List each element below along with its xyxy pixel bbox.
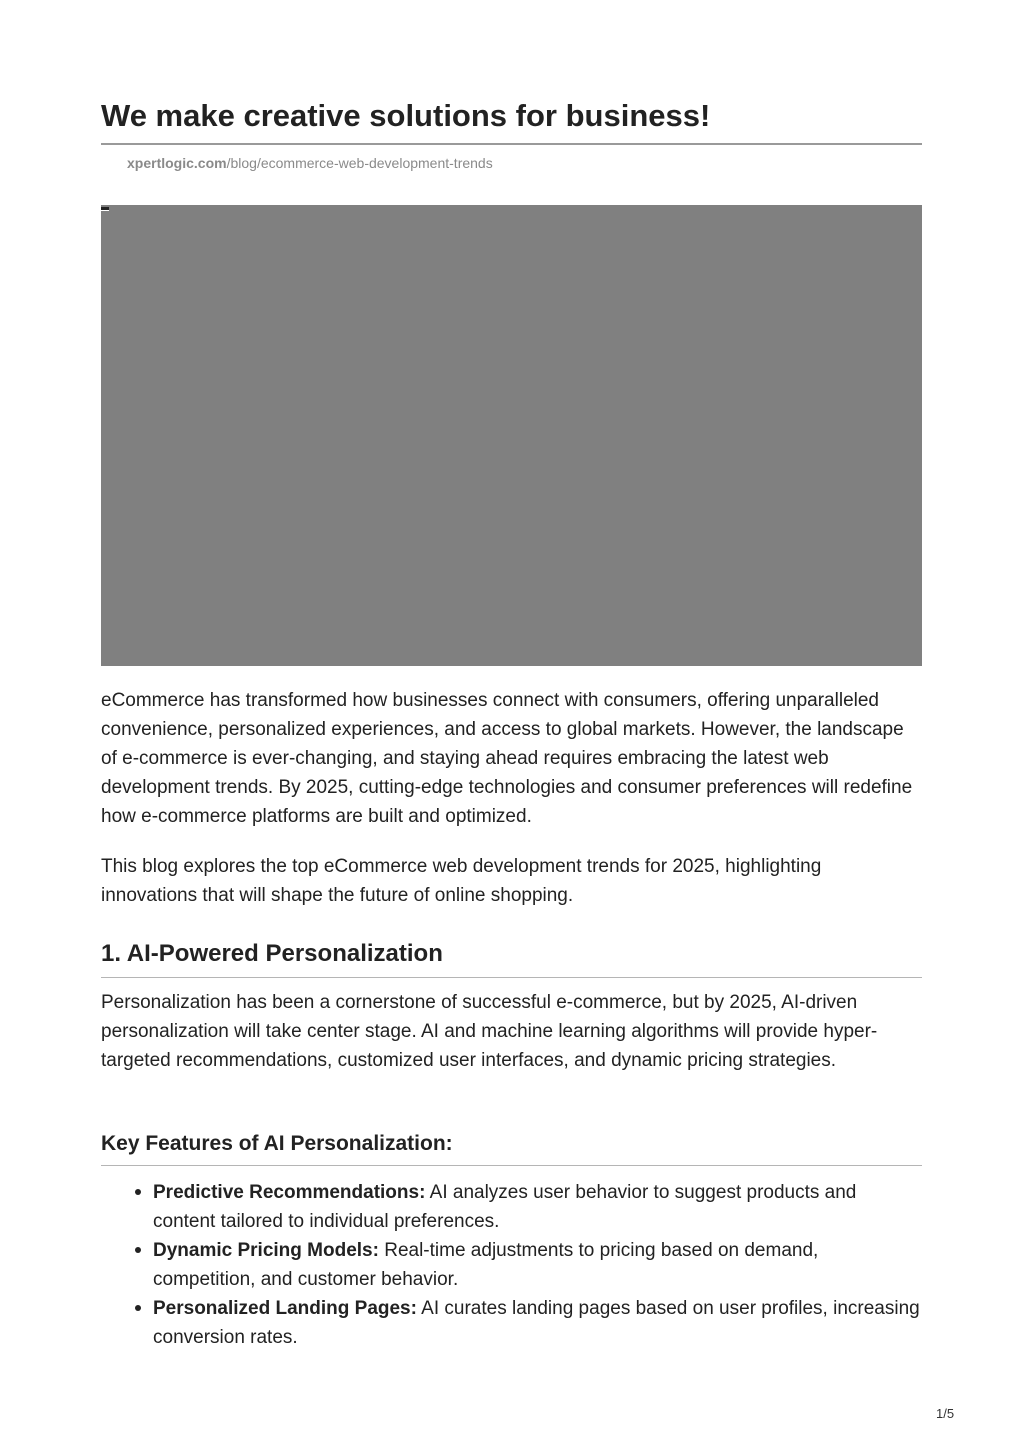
list-item: [153, 1236, 922, 1294]
article-hero-image: [101, 205, 922, 666]
source-url[interactable]: [127, 154, 493, 172]
feature-term: Predictive Recommendations:: [153, 1182, 426, 1203]
intro-paragraph-2: This blog explores the top eCommerce web development trends for 2025, highlighting innovations that will shape the future of online shopping.: [101, 856, 822, 906]
page-title: We make creative solutions for business!: [101, 98, 711, 133]
title-divider: [101, 143, 922, 145]
feature-term: Personalized Landing Pages:: [153, 1298, 417, 1319]
page-number: 1/5: [936, 1406, 955, 1421]
section-1-divider: [101, 977, 922, 978]
section-1-heading: 1. AI-Powered Personalization: [101, 940, 443, 967]
section-1-subheading: Key Features of AI Personalization:: [101, 1132, 453, 1155]
feature-term: Dynamic Pricing Models:: [153, 1240, 379, 1261]
source-path: /blog/ecommerce-web-development-trends: [226, 155, 493, 171]
list-item: [153, 1178, 922, 1236]
section-1-paragraph: Personalization has been a cornerstone of successful e-commerce, but by 2025, AI-driven personalization will take center stage. AI and machine learning algorithms will provide hyper-targeted recommendations, customized user interfaces, and dynamic pricing strategies.: [101, 992, 878, 1071]
feature-text: Real-time adjustments to pricing based on demand, competition, and customer behavior.: [153, 1240, 819, 1290]
hero-image-marker: [101, 207, 109, 210]
feature-list: [153, 1178, 922, 1352]
source-domain: xpertlogic.com: [127, 155, 227, 171]
bullet-icon: [135, 1189, 141, 1195]
bullet-icon: [135, 1305, 141, 1311]
feature-text: AI curates landing pages based on user profiles, increasing conversion rates.: [153, 1298, 920, 1348]
intro-paragraph-1: eCommerce has transformed how businesses connect with consumers, offering unparalleled convenience, personalized experiences, and access to global markets. However, the landscape of e-commerce is ever-changing, and staying ahead requires embracing the latest web development trends. By 2025, cutting-edge technologies and consumer preferences will redefine how e-commerce platforms are built and optimized.: [101, 690, 913, 827]
bullet-icon: [135, 1247, 141, 1253]
section-1-subheading-divider: [101, 1165, 922, 1166]
list-item: [153, 1294, 922, 1352]
feature-text: AI analyzes user behavior to suggest products and content tailored to individual preferences.: [153, 1182, 857, 1232]
